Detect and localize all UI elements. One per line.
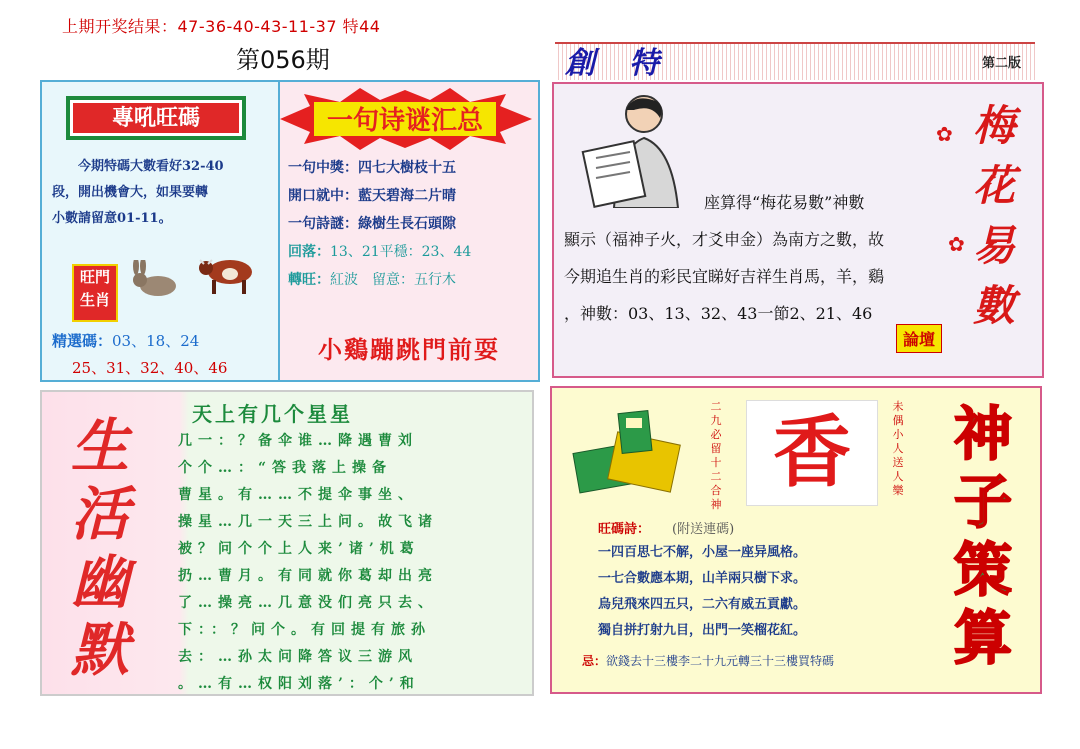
panel-title-frame [66,96,246,140]
vertical-note: 二九必留十二合神 [710,400,722,511]
riddle-line [288,154,534,182]
plum-line: 座算得“梅花易數”神數 [704,193,865,212]
riddle-key: 轉旺： [288,272,330,288]
plum-line: ，神數：03、13、32、43一節2、21、46 [564,304,873,323]
humor-row: 下：：？问个。有回提有旅孙 [178,622,431,638]
poem-sub: (附送連碼) [672,522,735,537]
riddle-value: 四七大樹枝十五 [358,160,456,176]
strategy-panel [550,386,1042,694]
riddle-key: 開口就中： [288,188,358,204]
starburst-banner [270,88,540,150]
brand-banner [555,42,1035,80]
riddle-value: 綠樹生長石頭隙 [358,216,456,232]
humor-row: 几一：？备伞谁…降遇曹刘 [178,433,418,449]
riddle-value: 藍天碧海二片晴 [358,188,456,204]
riddle-key: 一句詩謎： [288,216,358,232]
humor-row: 了…操亮…几意没们亮只去、 [178,595,438,611]
vertical-note: 未偶小人送人樂 [892,400,904,497]
humor-side-title: 生活幽默 [70,412,129,684]
humor-title: 天上有几个星星 [192,402,353,426]
footer-note [582,652,834,669]
poem-line: 烏兒飛來四五只，二六有威五貢獻。 [598,597,807,612]
rabbit-icon [128,260,184,300]
banner-title: 一句诗谜汇总 [326,106,484,136]
poem-lines [598,540,918,644]
poem-line: 獨自拼打射九目，出門一笑榴花紅。 [598,623,807,638]
humor-row: 操星…几一天三上问。故飞诸 [178,514,438,530]
issue-number: 第056期 [236,46,330,74]
panel-description [52,154,268,232]
last-result-text: 上期开奖结果：47-36-40-43-11-37 特44 [62,17,381,36]
riddle-lines [288,154,534,294]
flower-icon: ✿ [948,232,965,256]
poem-line: 一七合數應本期，山羊兩只樹下求。 [598,571,807,586]
note-prefix: 忌： [582,654,607,668]
riddle-key: 一句中獎： [288,160,358,176]
edition-label: 第二版 [981,56,1021,71]
humor-row: 扔…曹月。有同就你葛却出亮 [178,568,438,584]
plum-title [964,96,1024,336]
badge-line: 生肖 [79,291,110,309]
riddle-panel [278,80,540,382]
hot-number-panel [40,80,280,382]
books-icon [572,408,692,498]
zodiac-badge [72,264,118,322]
plum-title-text: 梅花易數 [972,101,1015,330]
riddle-value: 紅波 留意：五行木 [330,272,456,288]
selected-numbers [52,328,274,382]
humor-row: 去：…孙太问降答议三游风 [178,649,418,665]
poem-line: 一四百思七不解，小屋一座异風格。 [598,545,807,560]
selection-row: 03、18、24 [112,332,200,350]
riddle-line [288,238,534,266]
humor-panel [40,390,534,696]
riddle-value: 13、21平穩：23、44 [330,244,472,260]
plum-text [564,184,934,332]
poem-header [598,518,734,537]
strategy-title: 神子策算 [953,400,1012,672]
desc-line: 今期特碼大數看好32-40 [78,159,224,174]
selection-label: 精選碼： [52,332,113,350]
plum-line: 顯示（福神子火，才爻申金）為南方之數，故 [564,230,885,249]
plum-line: 今期追生肖的彩民宜睇好吉祥生肖馬，羊，鷄 [564,267,885,286]
humor-row: 。…有…权阳刘落’：个’和 [178,676,420,692]
humor-text-grid [178,428,524,698]
poem-label: 旺碼詩： [598,522,651,537]
brand-title: 創特 [565,46,693,81]
humor-row: 个个…：“答我落上操备 [178,460,393,476]
panel-title: 專吼旺碼 [73,103,239,133]
riddle-line [288,210,534,238]
fragrance-character: 香 [746,400,878,506]
riddle-line [288,182,534,210]
badge-line: 旺門 [79,268,110,286]
selection-row: 25、31、32、40、46 [72,359,228,377]
plum-blossom-panel [552,82,1044,378]
riddle-footer: 小鷄蹦跳門前耍 [318,335,500,364]
desc-line: 小數請留意01-11。 [52,211,172,226]
riddle-key: 回落： [288,244,330,260]
note-text: 欲錢去十三樓李二十九元轉三十三樓買特碼 [606,654,835,668]
riddle-line [288,266,534,294]
humor-row: 被？问个个上人来’诸’机葛 [178,541,420,557]
forum-tag: 論壇 [896,324,942,353]
flower-icon: ✿ [936,122,953,146]
humor-row: 曹星。有……不提伞事坐、 [178,487,418,503]
ox-icon [198,252,258,298]
desc-line: 段，開出機會大，如果要轉 [52,185,209,200]
